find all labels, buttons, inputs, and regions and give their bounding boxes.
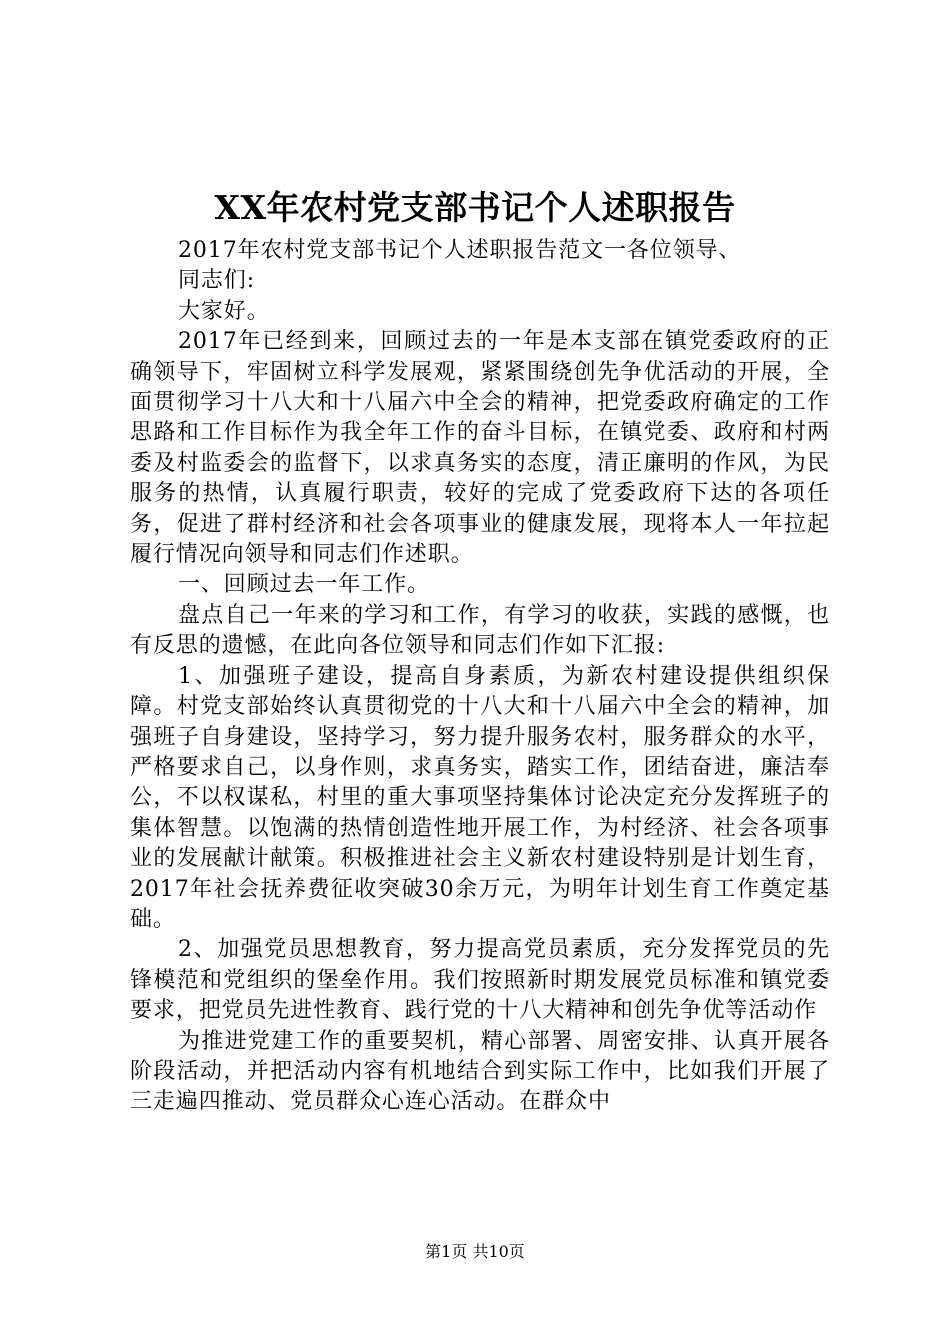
paragraph: 2017年已经到来，回顾过去的一年是本支部在镇党委政府的正确领导下，牢固树立科学发展观，紧紧围绕创先争优活动的开展，全面贯彻学习十八大和十八届六中全会的精神，把党委政府确定的工作思路和工作目标作为我全年工作的奋斗目标，在镇党委、政府和村两委及村监委会的监督下，以求真务实的态度，清正廉明的作风，为民服务的热情，认真履行职责，较好的完成了党委政府下达的各项任务，促进了群村经济和社会各项事业的健康发展，现将本人一年拉起履行情况向领导和同志们作述职。	[130, 329, 830, 568]
document-title: XX年农村党支部书记个人述职报告	[214, 188, 736, 227]
paragraph: 2017年农村党支部书记个人述职报告范文一各位领导、	[178, 238, 742, 263]
paragraph: 2、加强党员思想教育，努力提高党员素质，充分发挥党员的先锋模范和党组织的堡垒作用。我们按照新时期发展党员标准和镇党委要求，把党员先进性教育、践行党的十八大精神和创先争优等活动作	[130, 937, 830, 1024]
paragraph: 盘点自己一年来的学习和工作，有学习的收获，实践的感慨，也有反思的遗憾，在此向各位领导和同志们作如下汇报:	[130, 602, 830, 659]
paragraph: 同志们:	[178, 268, 256, 294]
page-footer: 第1页 共10页	[425, 1242, 525, 1261]
paragraph: 为推进党建工作的重要契机，精心部署、周密安排、认真开展各阶段活动，并把活动内容有机地结合到实际工作中，比如我们开展了三走遍四推动、党员群众心连心活动。在群众中	[130, 1028, 830, 1115]
paragraph: 大家好。	[178, 298, 270, 324]
paragraph: 1、加强班子建设，提高自身素质，为新农村建设提供组织保障。村党支部始终认真贯彻党的十八大和十八届六中全会的精神，加强班子自身建设，坚持学习，努力提升服务农村，服务群众的水平，严格要求自己，以身作则，求真务实，踏实工作，团结奋进，廉洁奉公，不以权谋私，村里的重大事项坚持集体讨论决定充分发挥班子的集体智慧。以饱满的热情创造性地开展工作，为村经济、社会各项事业的发展献计献策。积极推进社会主义新农村建设特别是计划生育，2017年社会抚养费征收突破30余万元，为明年计划生育工作奠定基础。	[130, 663, 830, 932]
document-body	[130, 236, 830, 1118]
paragraph: 一、回顾过去一年工作。	[178, 572, 430, 598]
